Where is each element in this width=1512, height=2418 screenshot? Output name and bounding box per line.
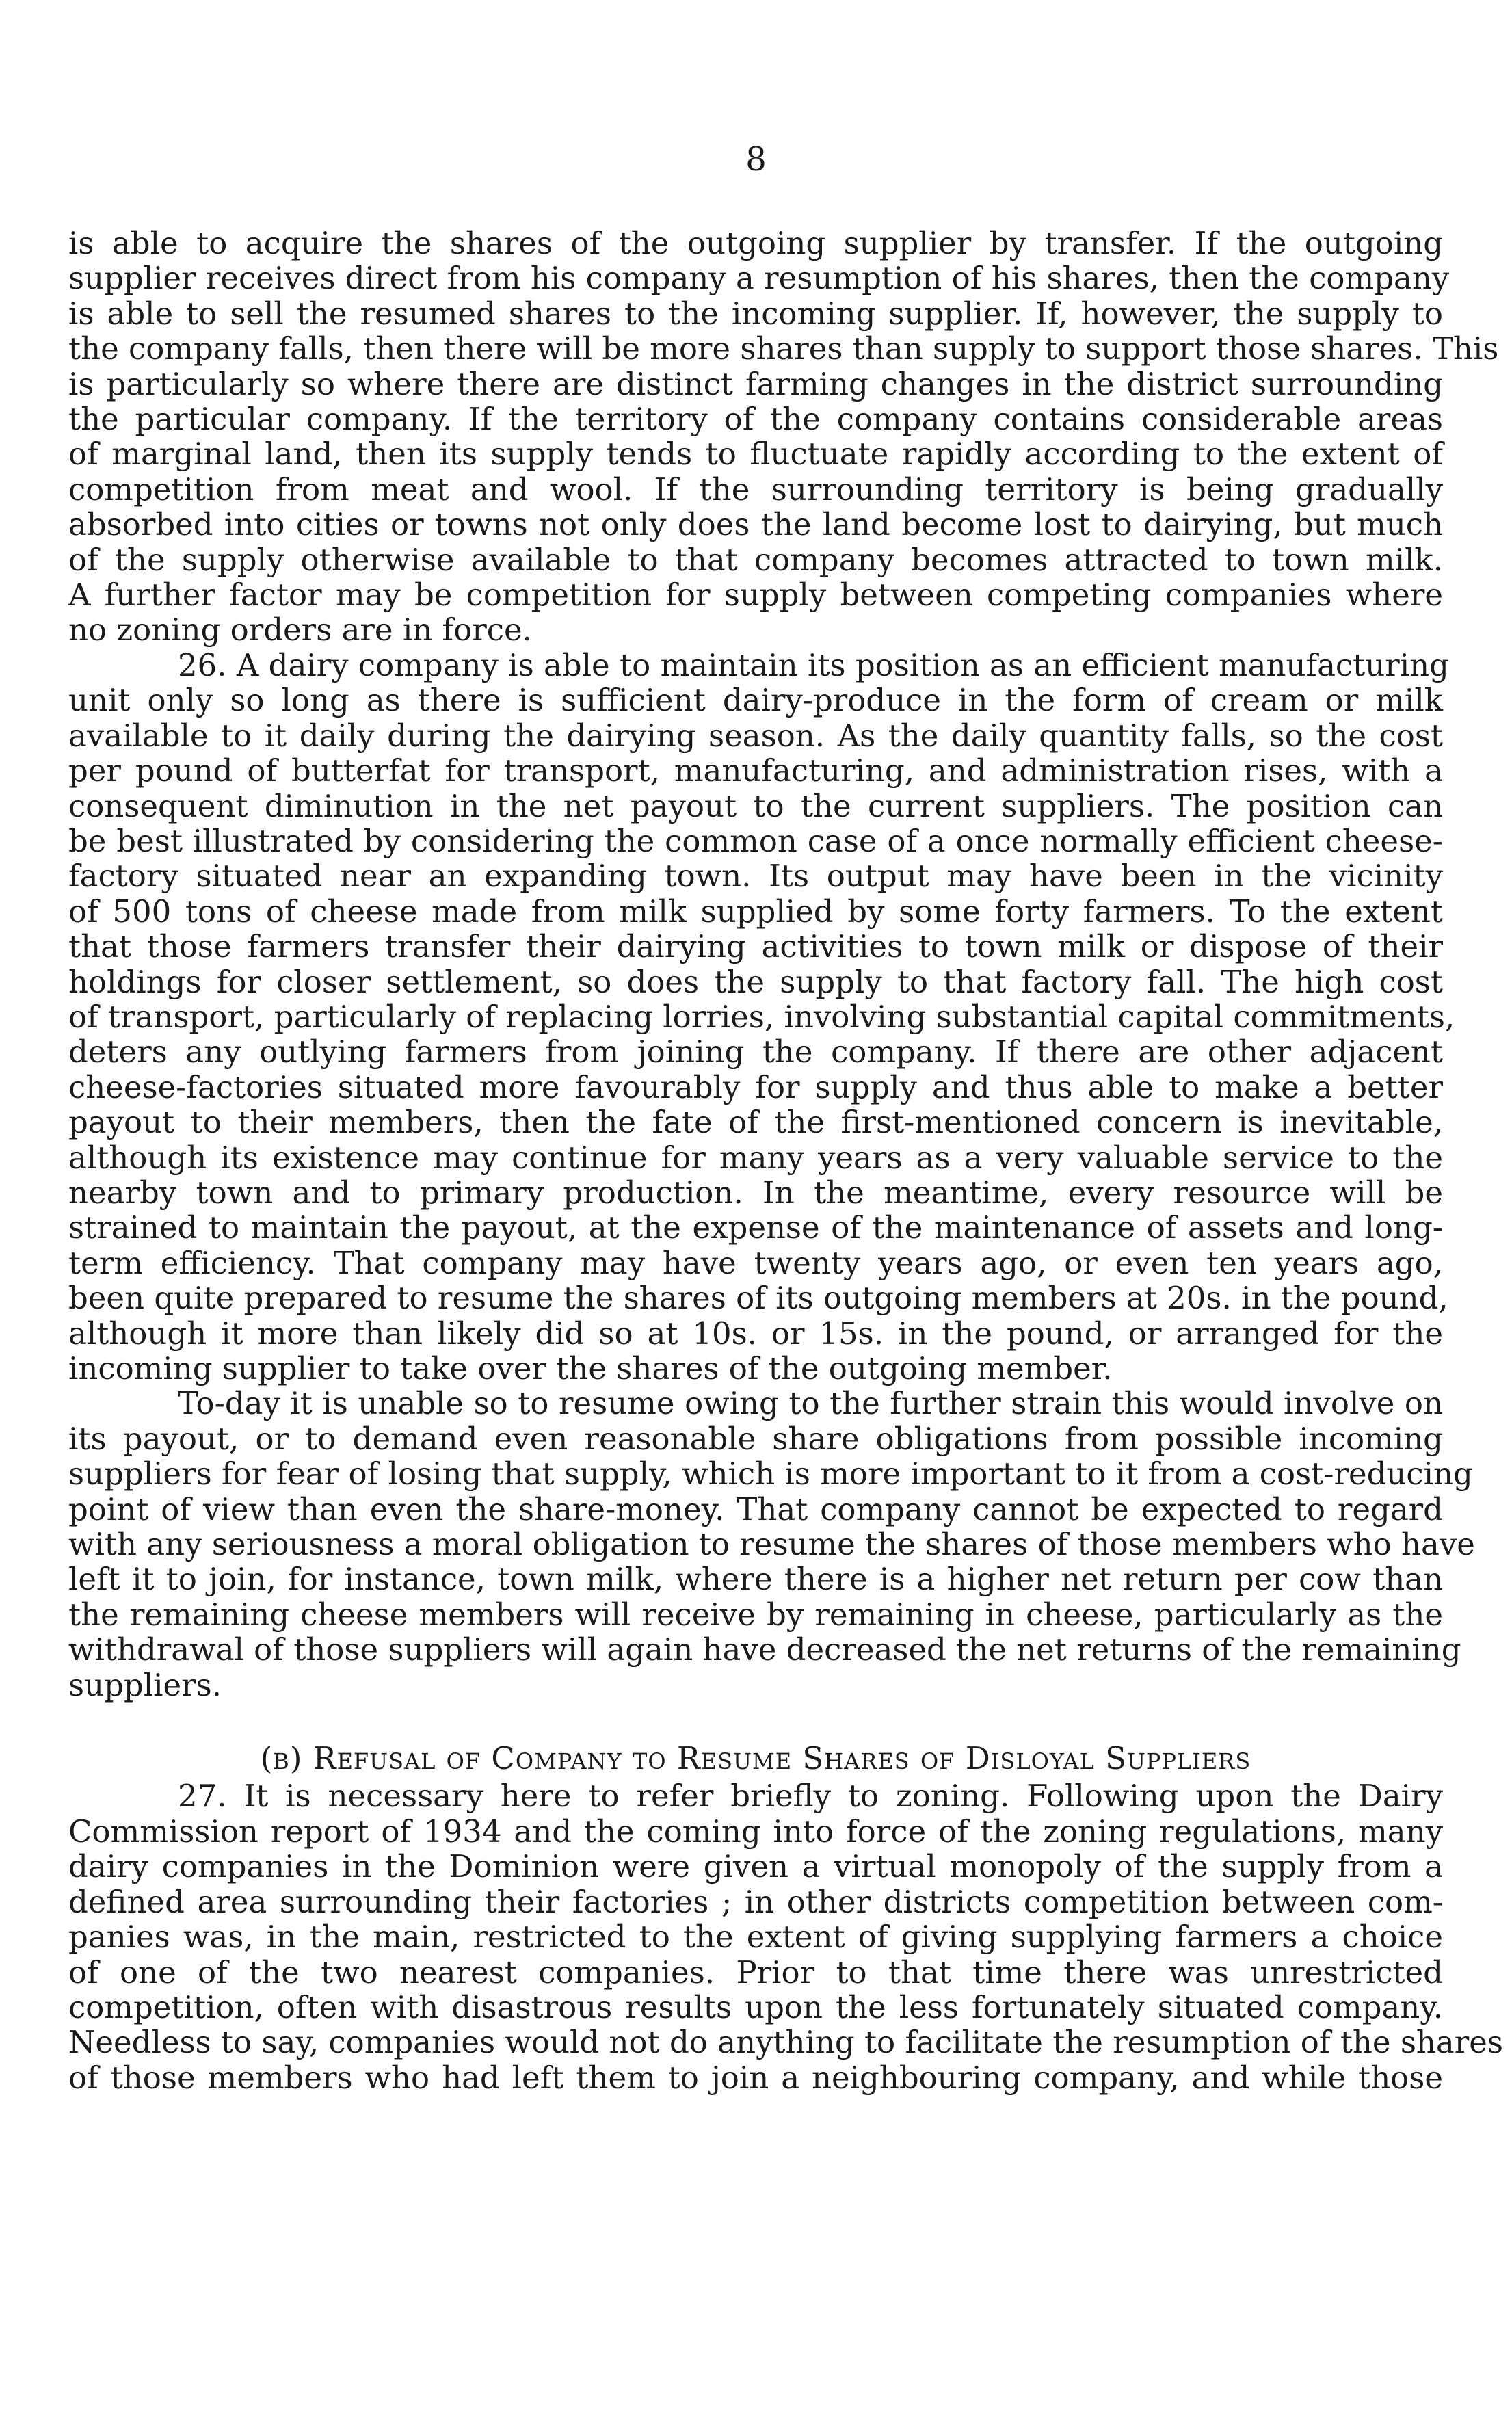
text-line: of the supply otherwise available to that company becomes attracted to town milk. <box>68 541 1443 578</box>
paragraph-to-day <box>68 1385 1475 1703</box>
text-line: of marginal land, then its supply tends to fluctuate rapidly according to the extent of <box>68 436 1443 473</box>
text-line: holdings for closer settlement, so does the supply to that factory fall. The high cost <box>68 963 1443 1000</box>
text-line: absorbed into cities or towns not only does the land become lost to dairying, but much <box>68 506 1443 543</box>
document-body <box>68 225 1503 2096</box>
text-line: available to it daily during the dairying season. As the daily quantity falls, so the cost <box>68 717 1443 754</box>
text-line: supplier receives direct from his company a resumption of his shares, then the company <box>68 260 1450 297</box>
text-line: suppliers. <box>68 1666 222 1703</box>
text-line: incoming supplier to take over the shares of the outgoing member. <box>68 1350 1113 1387</box>
text-line: withdrawal of those suppliers will again have decreased the net returns of the remaining <box>68 1631 1461 1668</box>
text-line: point of view than even the share-money. That company cannot be expected to regard <box>68 1490 1443 1527</box>
text-line: panies was, in the main, restricted to the extent of giving supplying farmers a choice <box>68 1919 1443 1956</box>
text-line: the remaining cheese members will receive by remaining in cheese, particularly as the <box>68 1596 1443 1633</box>
paragraph-1 <box>68 225 1499 648</box>
text-line: nearby town and to primary production. In the meantime, every resource will be <box>68 1174 1443 1211</box>
text-line: the company falls, then there will be more shares than supply to support those shares. This <box>68 330 1499 367</box>
text-line: 26. A dairy company is able to maintain its position as an efficient manufacturing <box>178 646 1449 683</box>
text-line: defined area surrounding their factories ; in other districts competition between com- <box>68 1883 1443 1920</box>
text-line: although it more than likely did so at 10s. or 15s. in the pound, or arranged for the <box>68 1315 1443 1352</box>
text-line: of 500 tons of cheese made from milk supplied by some forty farmers. To the extent <box>68 893 1443 930</box>
text-line: unit only so long as there is sufficient dairy-produce in the form of cream or milk <box>68 682 1443 719</box>
text-line: consequent diminution in the net payout to the current suppliers. The position can <box>68 787 1443 824</box>
text-line: of transport, particularly of replacing lorries, involving substantial capital commitments, <box>68 998 1455 1035</box>
text-line: although its existence may continue for many years as a very valuable service to the <box>68 1139 1443 1176</box>
text-line: of one of the two nearest companies. Prior to that time there was unrestricted <box>68 1954 1443 1990</box>
text-line: A further factor may be competition for supply between competing companies where <box>68 577 1443 614</box>
text-line: competition from meat and wool. If the surrounding territory is being gradually <box>68 471 1443 508</box>
text-line: cheese-factories situated more favourably for supply and thus able to make a better <box>68 1068 1443 1105</box>
text-line: strained to maintain the payout, at the expense of the maintenance of assets and long- <box>68 1209 1443 1246</box>
text-line: factory situated near an expanding town. Its output may have been in the vicinity <box>68 858 1443 895</box>
paragraph-27 <box>68 1778 1503 2096</box>
text-line: is able to sell the resumed shares to the incoming supplier. If, however, the supply to <box>68 295 1443 332</box>
text-line: 27. It is necessary here to refer briefly to zoning. Following upon the Dairy <box>178 1778 1443 1815</box>
text-line: with any seriousness a moral obligation to resume the shares of those members who have <box>68 1526 1475 1563</box>
text-line: suppliers for fear of losing that supply, which is more important to it from a cost-reducing <box>68 1456 1473 1493</box>
text-line: payout to their members, then the fate of the first-mentioned concern is inevitable, <box>68 1104 1443 1141</box>
text-line: per pound of butterfat for transport, manufacturing, and administration rises, with a <box>68 752 1443 789</box>
text-line: no zoning orders are in force. <box>68 612 532 648</box>
text-line: that those farmers transfer their dairying activities to town milk or dispose of their <box>68 928 1443 965</box>
text-line: is able to acquire the shares of the outgoing supplier by transfer. If the outgoing <box>68 225 1443 261</box>
text-line: its payout, or to demand even reasonable share obligations from possible incoming <box>68 1420 1443 1457</box>
text-line: Needless to say, companies would not do anything to facilitate the resumption of the shares <box>68 2024 1503 2061</box>
text-line: been quite prepared to resume the shares of its outgoing members at 20s. in the pound, <box>68 1280 1448 1317</box>
text-line: To-day it is unable so to resume owing to the further strain this would involve on <box>178 1385 1443 1422</box>
text-line: of those members who had left them to join a neighbouring company, and while those <box>68 2059 1443 2096</box>
text-line: be best illustrated by considering the common case of a once normally efficient cheese- <box>68 822 1443 859</box>
text-line: Commission report of 1934 and the coming into force of the zoning regulations, many <box>68 1813 1443 1850</box>
text-line: dairy companies in the Dominion were given a virtual monopoly of the supply from a <box>68 1848 1443 1885</box>
paragraph-26 <box>68 646 1455 1387</box>
text-line: the particular company. If the territory of the company contains considerable areas <box>68 401 1443 438</box>
page-number: 8 <box>745 140 767 179</box>
section-heading: (b) Refusal of Company to Resume Shares of Disloyal Suppliers <box>260 1740 1251 1777</box>
text-line: is particularly so where there are distinct farming changes in the district surrounding <box>68 365 1443 402</box>
text-line: deters any outlying farmers from joining the company. If there are other adjacent <box>68 1034 1443 1070</box>
text-line: term efficiency. That company may have twenty years ago, or even ten years ago, <box>68 1244 1443 1281</box>
text-line: left it to join, for instance, town milk, where there is a higher net return per cow than <box>68 1561 1443 1598</box>
text-line: competition, often with disastrous results upon the less fortunately situated company. <box>68 1988 1443 2025</box>
